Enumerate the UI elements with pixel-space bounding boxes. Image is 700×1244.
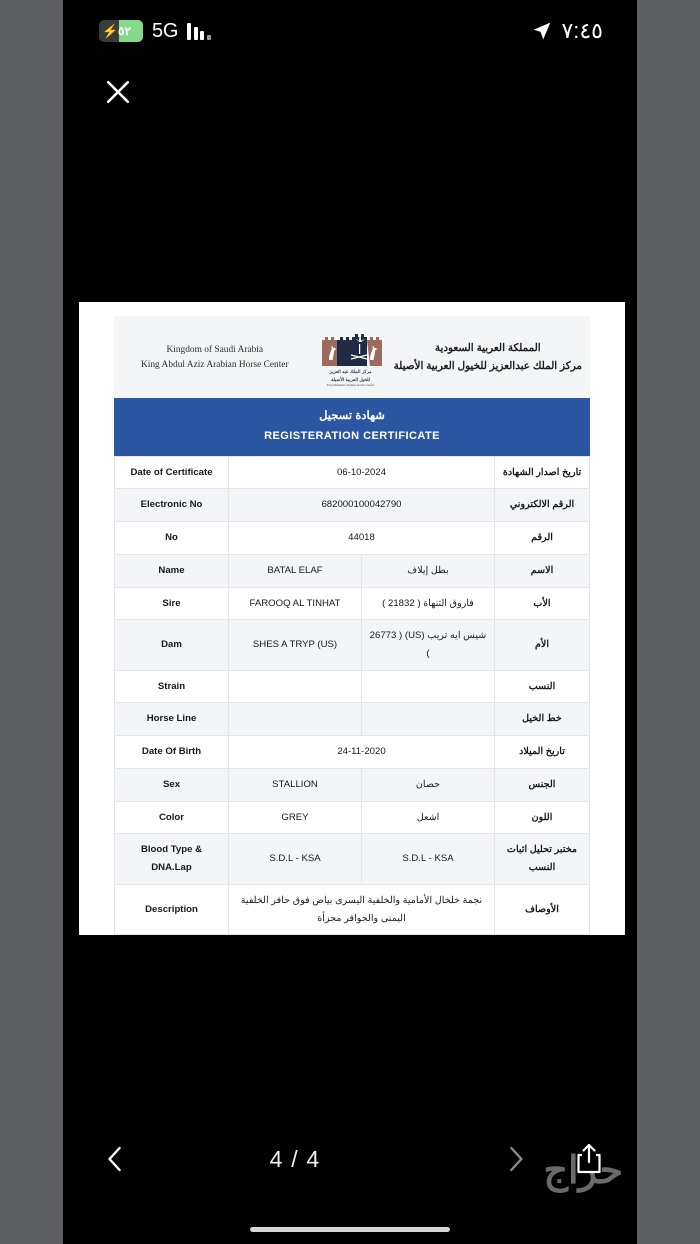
- table-row: [115, 620, 590, 670]
- row-value: STALLION: [229, 768, 362, 801]
- row-description-value: نجمة خلخال الأمامية والخلفية اليسرى بياض فوق حافر الخلفية اليمنى والحوافر مجزأة: [229, 884, 495, 934]
- document-viewer[interactable]: [79, 302, 625, 948]
- table-row: [115, 884, 590, 934]
- row-value-arabic: فاروق التنهاة ( 21832 ): [362, 587, 495, 620]
- row-label-arabic: تاريخ الميلاد: [495, 736, 590, 769]
- row-label-arabic: الأوصاف: [495, 884, 590, 934]
- logo-arabic-line2: للخيل العربية الأصيلة: [331, 376, 371, 382]
- haraj-watermark: حراج: [543, 1150, 623, 1192]
- row-label-english: Electronic No: [115, 489, 229, 522]
- row-value-arabic: S.D.L - KSA: [362, 834, 495, 884]
- row-value: SHES A TRYP (US): [229, 620, 362, 670]
- header-arabic-text: [394, 340, 582, 376]
- row-label-english: Color: [115, 801, 229, 834]
- row-value-arabic: بطل إيلاف: [362, 554, 495, 587]
- row-value: [229, 703, 362, 736]
- certificate-title-arabic: شهادة تسجيل: [319, 410, 385, 423]
- row-value: FAROOQ AL TINHAT: [229, 587, 362, 620]
- share-icon: [576, 1143, 602, 1175]
- next-page-button[interactable]: [489, 1133, 541, 1185]
- page-counter-label: 4 / 4: [269, 1145, 321, 1172]
- row-label-arabic: الجنس: [495, 768, 590, 801]
- certificate-page: [79, 302, 625, 935]
- battery-percent-label: ٥٢: [118, 24, 131, 38]
- charging-bolt-icon: ⚡: [102, 23, 119, 39]
- certificate-header: [114, 316, 590, 398]
- row-label-english: Date of Certificate: [115, 456, 229, 489]
- table-row: [115, 554, 590, 587]
- row-label-english: No: [115, 522, 229, 555]
- row-value-arabic: [362, 670, 495, 703]
- certificate-title-english: REGISTERATION CERTIFICATE: [264, 429, 440, 442]
- row-label-arabic: الأب: [495, 587, 590, 620]
- status-bar-right: [532, 18, 603, 44]
- table-row: [115, 489, 590, 522]
- network-type-label: 5G: [152, 19, 179, 42]
- row-value: 06-10-2024: [229, 456, 495, 489]
- signal-bars-icon: [187, 22, 211, 40]
- row-label-english: Blood Type & DNA.Lap: [115, 834, 229, 884]
- certificate-table: [114, 456, 590, 936]
- row-label-english: Sex: [115, 768, 229, 801]
- header-arabic-line1: المملكة العربية السعودية: [434, 342, 541, 354]
- chevron-right-icon: [504, 1144, 526, 1174]
- table-row: [115, 587, 590, 620]
- row-label-arabic: الأم: [495, 620, 590, 670]
- row-value-arabic: [362, 703, 495, 736]
- row-value: S.D.L - KSA: [229, 834, 362, 884]
- row-label-english: Strain: [115, 670, 229, 703]
- phone-viewport: [63, 0, 637, 1244]
- status-bar: [63, 0, 637, 62]
- location-arrow-icon: [532, 21, 552, 41]
- certificate-table-body: [115, 456, 590, 935]
- header-english-line2: King Abdul Aziz Arabian Horse Center: [140, 360, 289, 371]
- row-label-english: Name: [115, 554, 229, 587]
- certificate-title-bar: [114, 398, 590, 455]
- row-label-arabic: مختبر تحليل اثبات النسب: [495, 834, 590, 884]
- row-label-english: Sire: [115, 587, 229, 620]
- row-label-arabic: النسب: [495, 670, 590, 703]
- table-row: [115, 703, 590, 736]
- share-button[interactable]: [563, 1133, 615, 1185]
- row-label-english: Dam: [115, 620, 229, 670]
- status-bar-left: [99, 20, 211, 43]
- home-indicator: [250, 1227, 450, 1232]
- organization-logo: [314, 328, 388, 388]
- logo-english-text: King Abdulaziz Arabian Horse Center: [326, 383, 375, 388]
- close-icon: [105, 79, 131, 105]
- header-arabic-line2: مركز الملك عبدالعزيز للخيول العربية الأصيلة: [393, 361, 582, 373]
- table-row: [115, 522, 590, 555]
- row-value-arabic: اشعل: [362, 801, 495, 834]
- row-label-english: Description: [115, 884, 229, 934]
- table-row: [115, 768, 590, 801]
- battery-icon: [99, 20, 143, 42]
- row-value-arabic: شيس ايه تريب (US) ( 26773 ): [362, 620, 495, 670]
- row-value: [229, 670, 362, 703]
- table-row: [115, 834, 590, 884]
- row-value: 24-11-2020: [229, 736, 495, 769]
- row-value: BATAL ELAF: [229, 554, 362, 587]
- row-label-arabic: اللون: [495, 801, 590, 834]
- row-label-arabic: الاسم: [495, 554, 590, 587]
- row-label-arabic: خط الخيل: [495, 703, 590, 736]
- header-english-line1: Kingdom of Saudi Arabia: [166, 344, 264, 355]
- row-value: 44018: [229, 522, 495, 555]
- row-label-arabic: تاريخ اصدار الشهادة: [495, 456, 590, 489]
- row-value: 682000100042790: [229, 489, 495, 522]
- row-label-arabic: الرقم: [495, 522, 590, 555]
- table-row: [115, 456, 590, 489]
- header-english-text: [122, 343, 308, 374]
- table-row: [115, 670, 590, 703]
- horse-center-logo-icon: [320, 328, 382, 368]
- close-button[interactable]: [88, 62, 148, 122]
- row-label-english: Date Of Birth: [115, 736, 229, 769]
- viewer-bottom-bar: [63, 1126, 637, 1192]
- row-label-english: Horse Line: [115, 703, 229, 736]
- clock-label: ٧:٤٥: [561, 18, 603, 43]
- row-label-arabic: الرقم الالكتروني: [495, 489, 590, 522]
- row-value: GREY: [229, 801, 362, 834]
- table-row: [115, 801, 590, 834]
- table-row: [115, 736, 590, 769]
- row-value-arabic: حصان: [362, 768, 495, 801]
- logo-arabic-line1: مركز الملك عبد العزيز: [329, 369, 372, 374]
